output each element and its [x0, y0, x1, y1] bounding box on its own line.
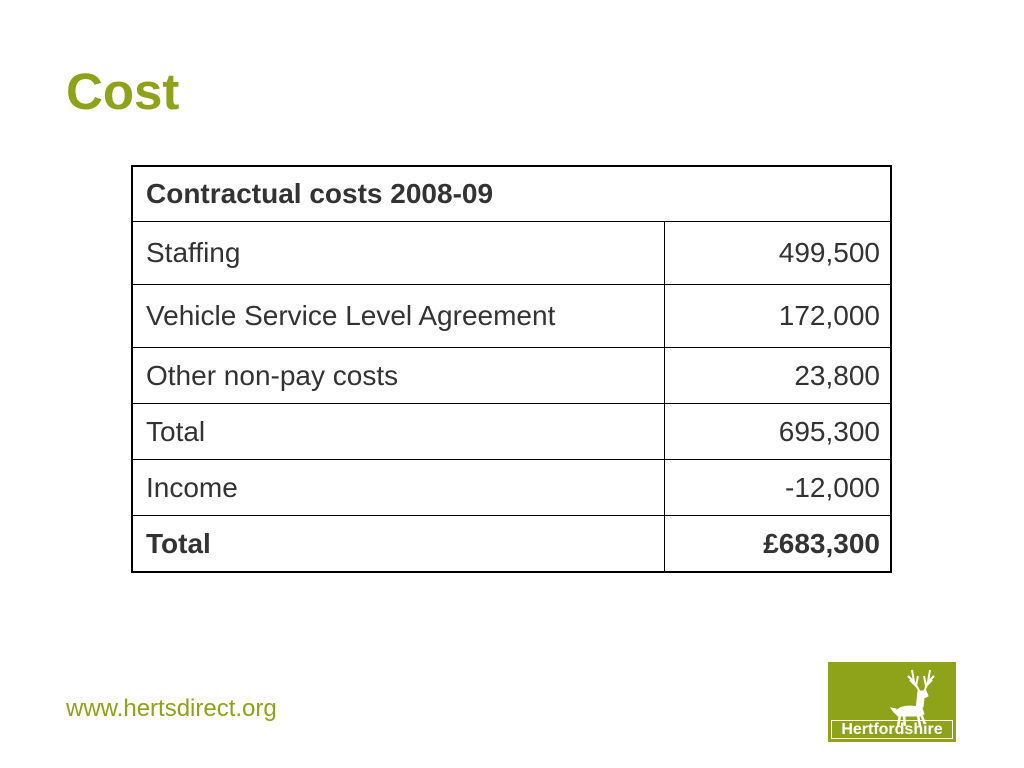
table-row: [132, 348, 891, 404]
total-amount: £683,300: [665, 516, 892, 573]
row-amount: 172,000: [665, 285, 892, 348]
table-total-row: [132, 516, 891, 573]
row-label: Income: [132, 460, 665, 516]
row-amount: 23,800: [665, 348, 892, 404]
table-row: [132, 222, 891, 285]
logo-text: Hertfordshire: [831, 720, 953, 739]
slide-title: Cost: [66, 63, 180, 120]
row-label: Staffing: [132, 222, 665, 285]
hertfordshire-logo: [828, 662, 956, 742]
table-header: Contractual costs 2008-09: [132, 166, 891, 222]
row-amount: 695,300: [665, 404, 892, 460]
row-label: Vehicle Service Level Agreement: [132, 285, 665, 348]
row-amount: 499,500: [665, 222, 892, 285]
cost-table: [131, 165, 892, 573]
table-row: [132, 285, 891, 348]
table-row: [132, 460, 891, 516]
row-label: Total: [132, 404, 665, 460]
total-label: Total: [132, 516, 665, 573]
footer-website-link[interactable]: www.hertsdirect.org: [66, 695, 277, 722]
table-row: [132, 404, 891, 460]
row-amount: -12,000: [665, 460, 892, 516]
table-header-row: [132, 166, 891, 222]
row-label: Other non-pay costs: [132, 348, 665, 404]
